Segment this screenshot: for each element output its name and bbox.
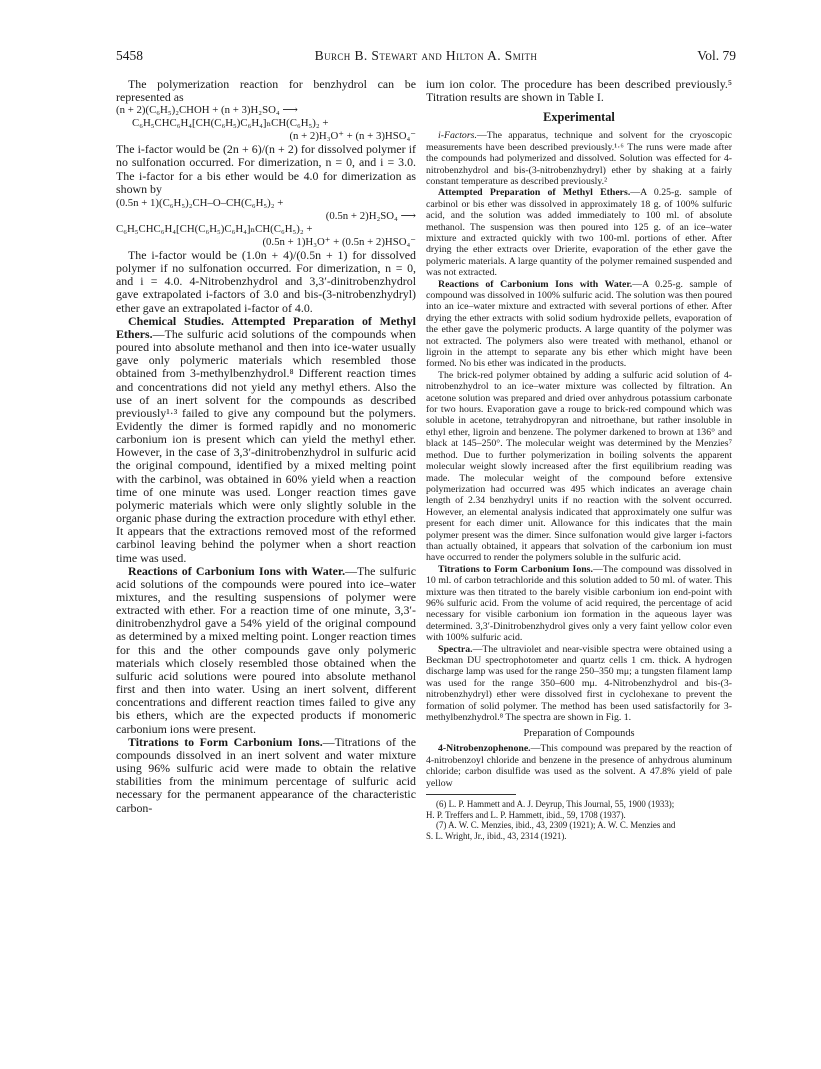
equation-line: (n + 2)H₃O⁺ + (n + 3)HSO₄⁻ [289,130,416,143]
run-in-heading: Spectra. [438,643,473,655]
right-column [426,78,732,841]
paragraph: The i-factor would be (1.0n + 4)/(0.5n + 1) for dissolved polymer if no sulfonation occurred. For dimerization, n = 0, and i = 4.0. 4-Nitrobenzhydrol and 3,3′-dinitrobenzhydrol gave extrapolated i-factors of 3.0 and bis-(3-nitrobenzhydryl) ether gave an extrapolated i-factor of 4.0. [116,247,416,315]
paragraph: The brick-red polymer obtained by adding a sulfuric acid solution of 4-nitrobenzhydrol to an ice–water mixture was collected by filtration. An acetone solution was prepared and dried over anhydrous potassium carbonate for two hours. Evaporation gave a rouge to brick-red compound which was soluble in acetone, tetrahydropyran and nitroethane, but rather insoluble in ethyl ether, ligroin and benzene. The polymer darkened to brown at 136° and black at 145–250°. The molecular weight was determined by the Menzies⁷ method. Due to further polymerization in boiling solvents the apparent molecular weight slowly increased after the first equilibrium reading was made. The molecular weight of the compound before extensive polymerization had occurred was 495 which indicates an average chain length of 2.34 benzhydryl units if no reaction with the solvent occurred. However, an elemental analysis indicated that approximately one sulfur was present for each dimer unit. Allowance for this indicates that the main polymer present was the dimer. Since sulfonation would give larger i-factors than actually obtained, it appears that solvation of the carbonium ion must have occurred to render the polymers soluble in the sulfuric acid. [426,369,732,564]
run-in-heading: Reactions of Carbonium Ions with Water. [438,278,633,290]
equation-line: C₆H₅CHC₆H₄[CH(C₆H₅)C₆H₄]ₙCH(C₆H₅)₂ + [132,117,329,130]
equation-bis-ether-polymerization [116,197,416,249]
equation-line: (0.5n + 1)H₃O⁺ + (0.5n + 2)HSO₄⁻ [262,235,416,248]
paragraph-text: —The sulfuric acid solutions of the compounds when poured into absolute methanol and then into ice-water usually gave only polymeric materials which resembled those obtained from 3-methylbenzhydrol.⁸ Different reaction times and concentrations did not yield any methyl ethers. Also the use of an inert solvent for the compounds as described previously¹·³ failed to give any compound but the polymers. Evidently the dimer is formed rapidly and no monomeric carbonium ion is present which can yield the methyl ether. However, in the case of 3,3′-dinitrobenzhydrol in sulfuric acid the original compound, identified by a mixed melting point with the carbinol, was obtained in 60% yield when a reaction time of one minute was used. Longer reaction times gave polymeric materials which were only slightly soluble in the organic phase during the extraction procedure with ethyl ether. It appears that the extractions removed most of the reformed carbinol leaving behind the polymer when a short reaction time was used. [116,326,416,565]
footnote-rule [426,794,516,795]
run-in-heading: Titrations to Form Carbonium Ions. [128,734,323,749]
equation-line: (0.5n + 2)H₂SO₄ ⟶ [325,209,416,222]
paragraph-text: —The apparatus, technique and solvent for the cryoscopic measurements have been described previously.¹·⁶ The runs were made after the compounds had polymerized and dissolved. Solution was effected for 4-nitrobenzhydrol and bis-(3-nitrobenzhydryl) ether by shaking at a fairly constant temperature as described previously.² [426,130,732,187]
paragraph-text: —The sulfuric acid solutions of the compounds were poured into ice–water mixtures, and the resulting suspensions of polymer were extracted with ether. For a reaction time of one minute, 3,3′-dinitrobenzhydrol gave a 54% yield of the original compound as determined by a mixed melting point. Longer reaction times for this and the other compounds gave only polymeric materials which closely resembled those obtained when the sulfuric acid solutions were poured into absolute methanol first and then into water. Using an inert solvent, different concentrations and different reaction times failed to give any bis ethers, which are the expected products if monomeric carbonium ions were present. [116,563,416,736]
volume-label: Vol. 79 [697,48,736,63]
paragraph-text: —A 0.25-g. sample of compound was dissolved in 100% sulfuric acid. The solution was then poured into an ice–water mixture and extracted with several portions of ether. After drying the ether extracts with solid sodium hydroxide pellets, evaporation of the ether gave the polymeric products. A large quantity of the polymer was not extracted. The polymers also were treated with methanol, ethanol or ligroin in the attempt to separate any bis ether which might have been formed. No bis ether was indicated in the products. [426,278,732,370]
equation-line: (0.5n + 1)(C₆H₅)₂CH–O–CH(C₆H₅)₂ + [116,196,284,209]
footnote-line: H. P. Treffers and L. P. Hammett, ibid., 59, 1708 (1937). [426,809,626,820]
paragraph-text: —Titrations of the compounds dissolved in an inert solvent and water mixture using 96% sulfuric acid were made to obtain the relative stabilities from the minimum percentage of sulfuric acid necessary for the permanent appearance of the characteristic carbon- [116,734,416,815]
equation-line: C₆H₅CHC₆H₄[CH(C₆H₅)C₆H₄]ₙCH(C₆H₅)₂ + [116,222,313,235]
footnote-line: S. L. Wright, Jr., ibid., 43, 2314 (1921). [426,830,567,841]
paragraph [426,130,732,187]
paragraph: ium ion color. The procedure has been described previously.⁵ Titration results are shown in Table I. [426,77,732,105]
paragraph [116,565,416,736]
equation-benzhydrol-polymerization [116,104,416,143]
paragraph [116,736,416,815]
run-in-heading: Attempted Preparation of Methyl Ethers. [438,187,631,199]
left-column [116,78,416,815]
footnote-line: (6) L. P. Hammett and A. J. Deyrup, This Journal, 55, 1900 (1933); [436,799,675,810]
paragraph-text: —This compound was prepared by the reaction of 4-nitrobenzoyl chloride and benzene in the presence of anhydrous aluminum chloride; carbon disulfide was used as the solvent. A 47.8% yield of pale yellow [426,743,732,789]
paragraph-text: —The ultraviolet and near-visible spectra were obtained using a Beckman DU spectrophotometer and quartz cells 1 cm. thick. A hydrogen discharge lamp was used for the range 250–350 mμ; a tungsten filament lamp was used for the range 350–600 mμ. 4-Nitrobenzhydrol and bis-(3-nitrobenzhydryl) ether were dissolved first in cyclohexane to prevent the formation of solid polymer. The method has been used satisfactorily for 3-methylbenzhydrol.⁸ The spectra are shown in Fig. 1. [426,643,732,724]
footnote-line: (7) A. W. C. Menzies, ibid., 43, 2309 (1921); A. W. C. Menzies and [436,820,676,831]
section-heading-experimental: Experimental [543,110,615,125]
run-in-heading: 4-Nitrobenzophenone. [438,743,531,755]
run-in-heading: Reactions of Carbonium Ions with Water. [128,563,346,578]
paragraph: The i-factor would be (2n + 6)/(n + 2) for dissolved polymer if no sulfonation occurred. For dimerization, n = 0, and i = 3.0. The i-factor for a bis ether would be 4.0 for dimerization as shown by [116,142,416,196]
paragraph-text: —A 0.25-g. sample of carbinol or bis ether was dissolved in approximately 18 g. of 100% sulfuric acid, and the solution was added immediately to 100 ml. of absolute methanol. The suspension was then poured into 125 g. of an ice–water mixture and extracted quickly with two 100-ml. portions of ether. After drying the ether extracts over Drierite, evaporation of the ether gave the polymeric materials. A large quantity of the polymer remained suspended and was not extracted. [426,187,732,279]
paragraph [426,564,732,644]
run-in-heading: Titrations to Form Carbonium Ions. [438,563,593,575]
page-number: 5458 [116,48,143,63]
paragraph: The polymerization reaction for benzhydrol can be represented as [116,77,416,105]
equation-line: (n + 2)(C₆H₅)₂CHOH + (n + 3)H₂SO₄ ⟶ [116,104,298,117]
paragraph [426,187,732,278]
footnotes [426,799,732,841]
run-in-heading: i-Factors. [438,130,477,142]
subsection-heading: Preparation of Compounds [523,728,635,740]
run-in-heading: Chemical Studies. Attempted Preparation of Methyl Ethers. [116,313,416,341]
paragraph [116,315,416,565]
paragraph [426,743,732,789]
paragraph [426,279,732,370]
paragraph [426,644,732,724]
running-head-authors: Burch B. Stewart and Hilton A. Smith [314,48,538,63]
paragraph-text: —The compound was dissolved in 10 ml. of carbon tetrachloride and this solution added to 50 ml. of water. This mixture was then titrated to the barely visible carbonium ion end-point with 96% sulfuric acid. From the volume of acid required, the percentage of acid necessary for visible carbonium ion formation in the aqueous layer was determined. 3,3′-Dinitrobenzhydrol gives only a very faint yellow color even with 100% sulfuric acid. [426,563,732,644]
page-header [116,48,736,66]
